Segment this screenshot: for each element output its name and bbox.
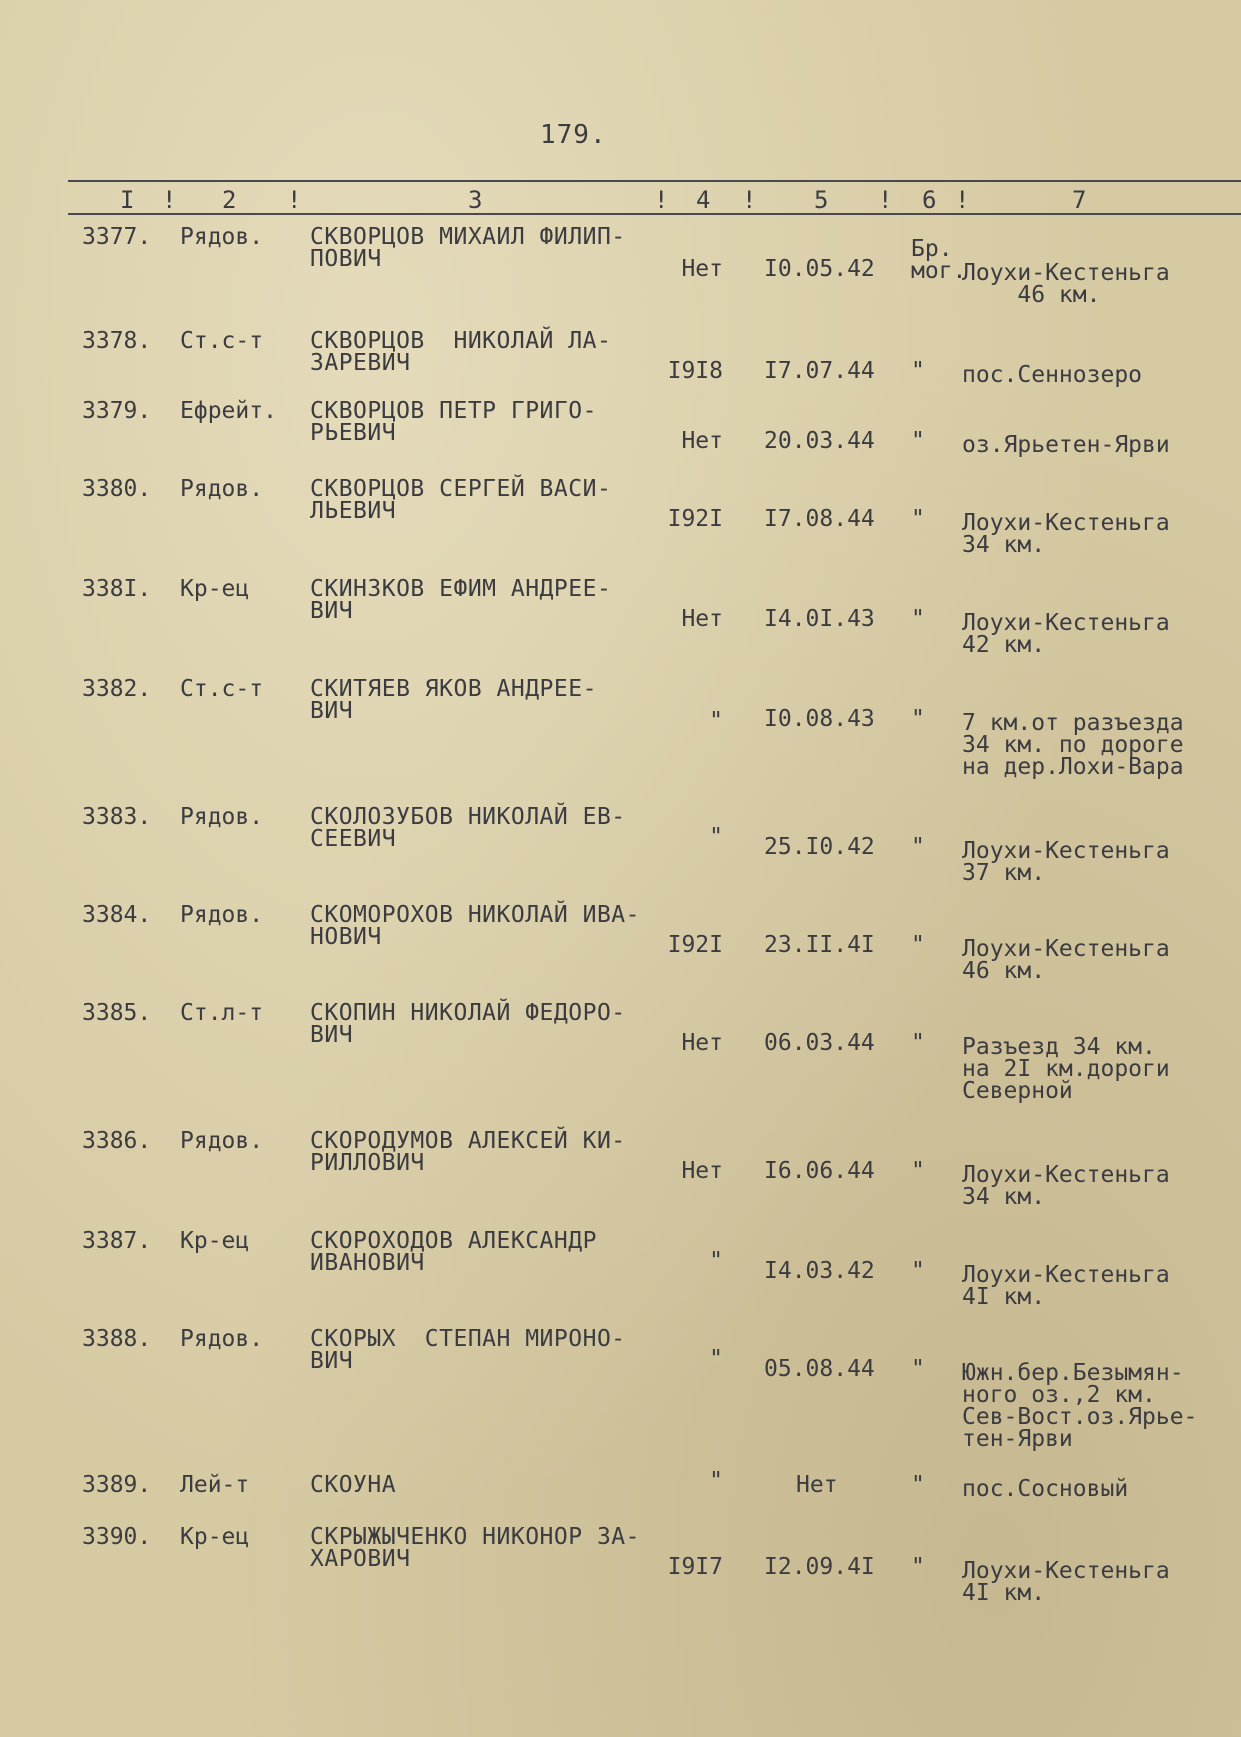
record-death-date: I0.08.43 bbox=[764, 706, 875, 732]
record-number: 3386. bbox=[82, 1128, 152, 1154]
record-burial-place: Лоухи-Кестеньга 34 км. bbox=[962, 510, 1170, 558]
record-death-date: I4.03.42 bbox=[764, 1258, 875, 1284]
record-death-date: 06.03.44 bbox=[764, 1030, 875, 1056]
record-name: СКОРОХОДОВ АЛЕКСАНДР ИВАНОВИЧ bbox=[310, 1228, 597, 1276]
record-burial-place: Лоухи-Кестеньга 42 км. bbox=[962, 610, 1170, 658]
record-name: СКОМОРОХОВ НИКОЛАЙ ИВА- НОВИЧ bbox=[310, 902, 640, 950]
record-number: 3382. bbox=[82, 676, 152, 702]
record-death-date: 23.II.4I bbox=[764, 932, 875, 958]
record-birth-year: I92I bbox=[667, 506, 723, 532]
record-burial-place: Лоухи-Кестеньга 4I км. bbox=[962, 1558, 1170, 1606]
record-birth-year: " bbox=[709, 1346, 723, 1372]
column-separator: ! bbox=[878, 186, 893, 214]
record-grave: " bbox=[911, 606, 925, 632]
record-grave: " bbox=[911, 1472, 925, 1498]
column-header-3: 3 bbox=[468, 186, 483, 214]
record-birth-year: " bbox=[709, 1248, 723, 1274]
record-name: СКВОРЦОВ ПЕТР ГРИГО- РЬЕВИЧ bbox=[310, 398, 597, 446]
record-grave: " bbox=[911, 428, 925, 454]
column-separator: ! bbox=[955, 186, 970, 214]
record-death-date: 05.08.44 bbox=[764, 1356, 875, 1382]
record-birth-year: Нет bbox=[681, 1030, 723, 1056]
record-birth-year: Нет bbox=[681, 428, 723, 454]
record-burial-place: оз.Ярьетен-Ярви bbox=[962, 432, 1170, 458]
record-grave: " bbox=[911, 834, 925, 860]
record-rank: Кр-ец bbox=[180, 1228, 250, 1254]
record-rank: Рядов. bbox=[180, 224, 264, 250]
record-birth-year: I9I8 bbox=[667, 358, 723, 384]
record-grave: " bbox=[911, 1554, 925, 1580]
record-name: СКВОРЦОВ СЕРГЕЙ ВАСИ- ЛЬЕВИЧ bbox=[310, 476, 612, 524]
record-burial-place: Лоухи-Кестеньга 37 км. bbox=[962, 838, 1170, 886]
record-burial-place: пос.Сеннозеро bbox=[962, 362, 1143, 388]
record-death-date: I7.08.44 bbox=[764, 506, 875, 532]
record-name: СКИНЗКОВ ЕФИМ АНДРЕЕ- ВИЧ bbox=[310, 576, 612, 624]
record-grave: " bbox=[911, 1258, 925, 1284]
record-rank: Рядов. bbox=[180, 476, 264, 502]
record-birth-year: I9I7 bbox=[667, 1554, 723, 1580]
column-header-7: 7 bbox=[1072, 186, 1087, 214]
record-rank: Ст.с-т bbox=[180, 328, 264, 354]
record-grave: " bbox=[911, 358, 925, 384]
record-rank: Кр-ец bbox=[180, 576, 250, 602]
record-grave: " bbox=[911, 1356, 925, 1382]
record-number: 3379. bbox=[82, 398, 152, 424]
record-name: СКОЛОЗУБОВ НИКОЛАЙ ЕВ- СЕЕВИЧ bbox=[310, 804, 626, 852]
record-burial-place: 7 км.от разъезда 34 км. по дороге на дер.Лохи-Вара bbox=[962, 710, 1184, 780]
record-rank: Рядов. bbox=[180, 1128, 264, 1154]
record-name: СКВОРЦОВ МИХАИЛ ФИЛИП- ПОВИЧ bbox=[310, 224, 626, 272]
record-number: 3380. bbox=[82, 476, 152, 502]
record-number: 3377. bbox=[82, 224, 152, 250]
column-header-6: 6 bbox=[922, 186, 937, 214]
header-top-rule bbox=[68, 180, 1241, 182]
record-number: 338I. bbox=[82, 576, 152, 602]
record-grave: " bbox=[911, 932, 925, 958]
record-burial-place: Лоухи-Кестеньга 34 км. bbox=[962, 1162, 1170, 1210]
record-death-date: I2.09.4I bbox=[764, 1554, 875, 1580]
record-burial-place: Разъезд 34 км. на 2I км.дороги Северной bbox=[962, 1034, 1170, 1104]
record-number: 3390. bbox=[82, 1524, 152, 1550]
record-birth-year: " bbox=[709, 708, 723, 734]
record-name: СКОУНА bbox=[310, 1472, 397, 1498]
record-grave: " bbox=[911, 506, 925, 532]
record-name: СКРЫЖЫЧЕНКО НИКОНОР ЗА- ХАРОВИЧ bbox=[310, 1524, 640, 1572]
record-death-date: I6.06.44 bbox=[764, 1158, 875, 1184]
record-name: СКИТЯЕВ ЯКОВ АНДРЕЕ- ВИЧ bbox=[310, 676, 597, 724]
record-grave: " bbox=[911, 1158, 925, 1184]
record-grave: " bbox=[911, 706, 925, 732]
record-burial-place: пос.Сосновый bbox=[962, 1476, 1129, 1502]
record-birth-year: I92I bbox=[667, 932, 723, 958]
column-separator: ! bbox=[162, 186, 177, 214]
column-header-5: 5 bbox=[814, 186, 829, 214]
record-death-date: I0.05.42 bbox=[764, 256, 875, 282]
record-number: 3388. bbox=[82, 1326, 152, 1352]
record-number: 3378. bbox=[82, 328, 152, 354]
column-separator: ! bbox=[742, 186, 757, 214]
record-rank: Ст.л-т bbox=[180, 1000, 264, 1026]
record-rank: Ст.с-т bbox=[180, 676, 264, 702]
record-death-date: 25.I0.42 bbox=[764, 834, 875, 860]
record-number: 3383. bbox=[82, 804, 152, 830]
record-burial-place: Лоухи-Кестеньга 46 км. bbox=[962, 936, 1170, 984]
record-burial-place: Лоухи-Кестеньга 46 км. bbox=[962, 260, 1170, 308]
record-birth-year: " bbox=[709, 824, 723, 850]
record-grave: " bbox=[911, 1030, 925, 1056]
record-rank: Рядов. bbox=[180, 804, 264, 830]
column-header-2: 2 bbox=[222, 186, 237, 214]
record-number: 3389. bbox=[82, 1472, 152, 1498]
page-number: 179. bbox=[540, 120, 607, 150]
record-rank: Ефрейт. bbox=[180, 398, 277, 424]
record-death-date: Нет bbox=[796, 1472, 838, 1498]
record-birth-year: " bbox=[709, 1468, 723, 1494]
record-grave: Бр. мог. bbox=[911, 236, 967, 284]
record-death-date: I7.07.44 bbox=[764, 358, 875, 384]
record-rank: Рядов. bbox=[180, 1326, 264, 1352]
record-burial-place: Лоухи-Кестеньга 4I км. bbox=[962, 1262, 1170, 1310]
record-name: СКОРОДУМОВ АЛЕКСЕЙ КИ- РИЛЛОВИЧ bbox=[310, 1128, 626, 1176]
record-rank: Рядов. bbox=[180, 902, 264, 928]
record-name: СКОПИН НИКОЛАЙ ФЕДОРО- ВИЧ bbox=[310, 1000, 626, 1048]
record-birth-year: Нет bbox=[681, 1158, 723, 1184]
record-birth-year: Нет bbox=[681, 256, 723, 282]
record-burial-place: Южн.бер.Безымян- ного оз.,2 км. Сев-Вост.оз.Ярье- тен-Ярви bbox=[962, 1360, 1198, 1452]
record-number: 3385. bbox=[82, 1000, 152, 1026]
record-number: 3384. bbox=[82, 902, 152, 928]
column-separator: ! bbox=[654, 186, 669, 214]
record-rank: Кр-ец bbox=[180, 1524, 250, 1550]
record-name: СКОРЫХ СТЕПАН МИРОНО- ВИЧ bbox=[310, 1326, 626, 1374]
record-death-date: I4.0I.43 bbox=[764, 606, 875, 632]
record-name: СКВОРЦОВ НИКОЛАЙ ЛА- ЗАРЕВИЧ bbox=[310, 328, 612, 376]
record-birth-year: Нет bbox=[681, 606, 723, 632]
record-rank: Лей-т bbox=[180, 1472, 250, 1498]
column-header-1: I bbox=[120, 186, 135, 214]
record-death-date: 20.03.44 bbox=[764, 428, 875, 454]
record-number: 3387. bbox=[82, 1228, 152, 1254]
column-header-4: 4 bbox=[696, 186, 711, 214]
column-separator: ! bbox=[287, 186, 302, 214]
